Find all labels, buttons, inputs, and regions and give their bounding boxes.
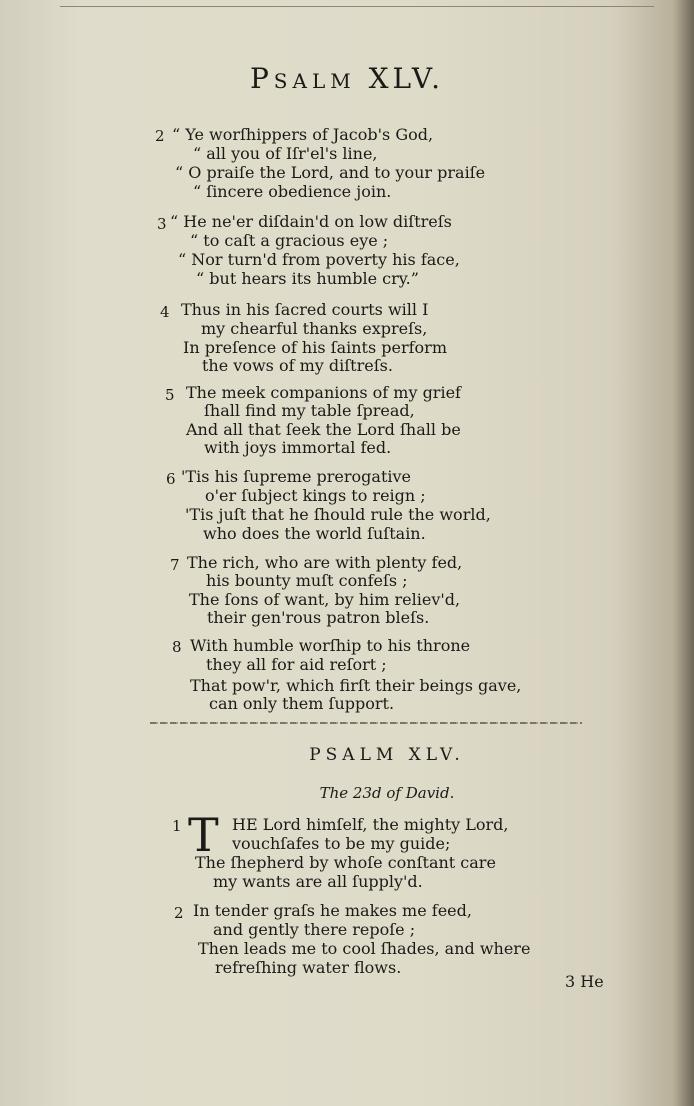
verse-line: “ ſincere obedience join. (193, 182, 392, 201)
verse-line: with joys immortal fed. (204, 438, 392, 457)
verse-line: the vows of my diſtreſs. (202, 356, 393, 375)
verse-line: “ to caſt a gracious eye ; (190, 231, 389, 250)
stanza-number: 8 (172, 638, 182, 656)
verse-line: In tender graſs he makes me feed, (193, 901, 472, 920)
verse-line: can only them ſupport. (209, 694, 395, 713)
psalm-title: PSALM XLV. (309, 745, 465, 765)
verse-line: With humble worſhip to his throne (190, 636, 471, 655)
stanza-number: 2 (174, 904, 184, 922)
top-rule (60, 6, 654, 7)
verse-line: who does the world ſuſtain. (203, 524, 426, 543)
verse-line: my wants are all ſupply'd. (213, 872, 423, 891)
verse-line: Then leads me to cool ſhades, and where (198, 939, 531, 958)
verse-line: and gently there repoſe ; (213, 920, 416, 939)
header-numeral: XLV. (368, 62, 445, 95)
verse-line: they all for aid reſort ; (206, 655, 387, 674)
stanza-number: 2 (155, 127, 165, 145)
verse-line: “ O praiſe the Lord, and to your praiſe (175, 163, 486, 182)
verse-line: refreſhing water flows. (215, 958, 402, 977)
verse-line: “ Ye worſhippers of Jacob's God, (172, 125, 434, 144)
verse-line: “ He ne'er diſdain'd on low diſtreſs (170, 212, 452, 231)
stanza-number: 3 (157, 215, 167, 233)
verse-line: ſhall find my table ſpread, (204, 401, 415, 420)
verse-line: 'Tis his ſupreme prerogative (181, 467, 411, 486)
verse-line: their gen'rous patron bleſs. (207, 608, 430, 627)
verse-line: That pow'r, which firſt their beings gave, (190, 676, 522, 695)
verse-line: “ but hears its humble cry.” (196, 269, 419, 288)
drop-cap: T (188, 808, 219, 862)
verse-line: his bounty muſt confeſs ; (206, 571, 408, 590)
catchword: 3 He (565, 972, 604, 991)
verse-line: o'er ſubject kings to reign ; (205, 486, 426, 505)
stanza-number: 4 (160, 303, 170, 321)
header-word: Psalm (249, 62, 356, 95)
stanza-number: 1 (172, 817, 182, 835)
verse-line: The ſons of want, by him reliev'd, (189, 590, 461, 609)
page-header (0, 62, 694, 95)
verse-line: The meek companions of my grief (186, 383, 461, 402)
verse-line: 'Tis juſt that he ſhould rule the world, (185, 505, 491, 524)
verse-line: And all that ſeek the Lord ſhall be (186, 420, 461, 439)
verse-line: The ſhepherd by whoſe conſtant care (195, 853, 496, 872)
stanza-number: 5 (165, 386, 175, 404)
verse-line: “ Nor turn'd from poverty his face, (178, 250, 460, 269)
verse-line: “ all you of Iſr'el's line, (193, 144, 378, 163)
stanza-number: 7 (170, 556, 180, 574)
verse-line: The rich, who are with plenty fed, (187, 553, 463, 572)
verse-line: HE Lord himſelf, the mighty Lord, (232, 815, 509, 834)
stanza-number: 6 (166, 470, 176, 488)
verse-line: vouchſafes to be my guide; (232, 834, 451, 853)
verse-line: my chearful thanks expreſs, (201, 319, 428, 338)
psalm-attribution: The 23d of David. (319, 784, 455, 802)
section-divider (150, 722, 582, 724)
verse-line: Thus in his ſacred courts will I (181, 300, 429, 319)
verse-line: In preſence of his ſaints perform (183, 338, 447, 357)
